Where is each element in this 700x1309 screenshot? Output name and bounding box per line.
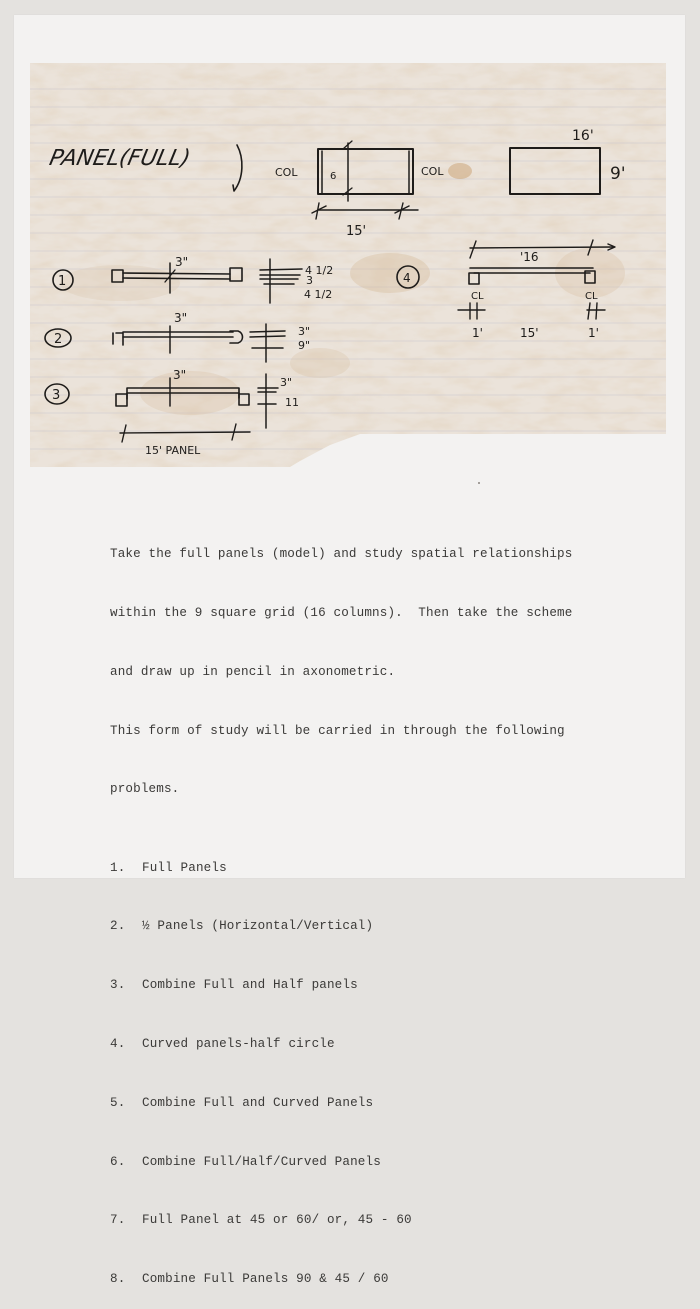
svg-text:CL: CL: [471, 291, 484, 302]
speck: [478, 482, 480, 484]
problem-number: 4.: [110, 1037, 126, 1052]
problem-item: [110, 976, 610, 996]
svg-text:CL: CL: [585, 291, 598, 302]
svg-text:3": 3": [280, 376, 293, 389]
paragraph-line: within the 9 square grid (16 columns). Then take the scheme: [110, 605, 573, 620]
problem-item: [110, 859, 610, 879]
problem-number: 3.: [110, 978, 126, 993]
svg-text:16': 16': [572, 128, 594, 144]
problem-item: [110, 1153, 610, 1173]
svg-text:2: 2: [54, 332, 63, 347]
svg-text:9': 9': [610, 164, 626, 184]
paragraph-line: and draw up in pencil in axonometric.: [110, 664, 396, 679]
problem-text: ½ Panels (Horizontal/Vertical): [142, 919, 374, 934]
problem-text: Combine Full/Half/Curved Panels: [142, 1154, 381, 1169]
svg-text:3": 3": [175, 255, 189, 269]
svg-text:6: 6: [330, 171, 337, 182]
typed-notes: [110, 506, 610, 1309]
paragraph-line: Take the full panels (model) and study spatial relationships: [110, 547, 573, 562]
svg-text:3": 3": [298, 325, 311, 338]
svg-text:4: 4: [403, 271, 411, 285]
svg-text:PANEL(FULL): PANEL(FULL): [47, 145, 193, 171]
svg-text:4 1/2: 4 1/2: [305, 264, 334, 277]
svg-text:15' PANEL: 15' PANEL: [145, 444, 201, 457]
svg-text:1: 1: [58, 274, 67, 289]
svg-text:3: 3: [52, 388, 61, 403]
paragraph-line: This form of study will be carried in through the following: [110, 723, 565, 738]
svg-text:15': 15': [520, 326, 539, 340]
problem-text: Full Panels: [142, 860, 227, 875]
problem-text: Curved panels-half circle: [142, 1037, 335, 1052]
svg-text:3: 3: [306, 274, 313, 287]
svg-text:COL: COL: [275, 166, 298, 179]
svg-text:15': 15': [346, 224, 367, 239]
svg-text:3": 3": [173, 368, 187, 382]
svg-text:4 1/2: 4 1/2: [304, 288, 333, 301]
problem-number: 6.: [110, 1154, 126, 1169]
problem-number: 8.: [110, 1272, 126, 1287]
problem-item: [110, 1211, 610, 1231]
sketch-paper: [30, 63, 666, 468]
problem-text: Combine Full and Half panels: [142, 978, 358, 993]
svg-text:1': 1': [472, 326, 483, 340]
problem-number: 7.: [110, 1213, 126, 1228]
problem-item: [110, 1094, 610, 1114]
sketch-paper-background: [30, 63, 666, 468]
problem-item: [110, 1035, 610, 1055]
svg-text:COL: COL: [421, 165, 444, 178]
svg-text:3": 3": [174, 311, 188, 325]
svg-text:9": 9": [298, 339, 311, 352]
paragraph-line: problems.: [110, 782, 180, 797]
problem-text: Full Panel at 45 or 60/ or, 45 - 60: [142, 1213, 412, 1228]
svg-text:1': 1': [588, 326, 599, 340]
problem-item: [110, 917, 610, 937]
problem-text: Combine Full and Curved Panels: [142, 1095, 374, 1110]
problem-item: [110, 1270, 610, 1290]
svg-text:'16: '16: [520, 250, 539, 264]
problem-text: Combine Full Panels 90 & 45 / 60: [142, 1272, 389, 1287]
problem-number: 2.: [110, 919, 126, 934]
problem-number: 5.: [110, 1095, 126, 1110]
svg-text:11: 11: [285, 396, 299, 409]
problem-number: 1.: [110, 860, 126, 875]
